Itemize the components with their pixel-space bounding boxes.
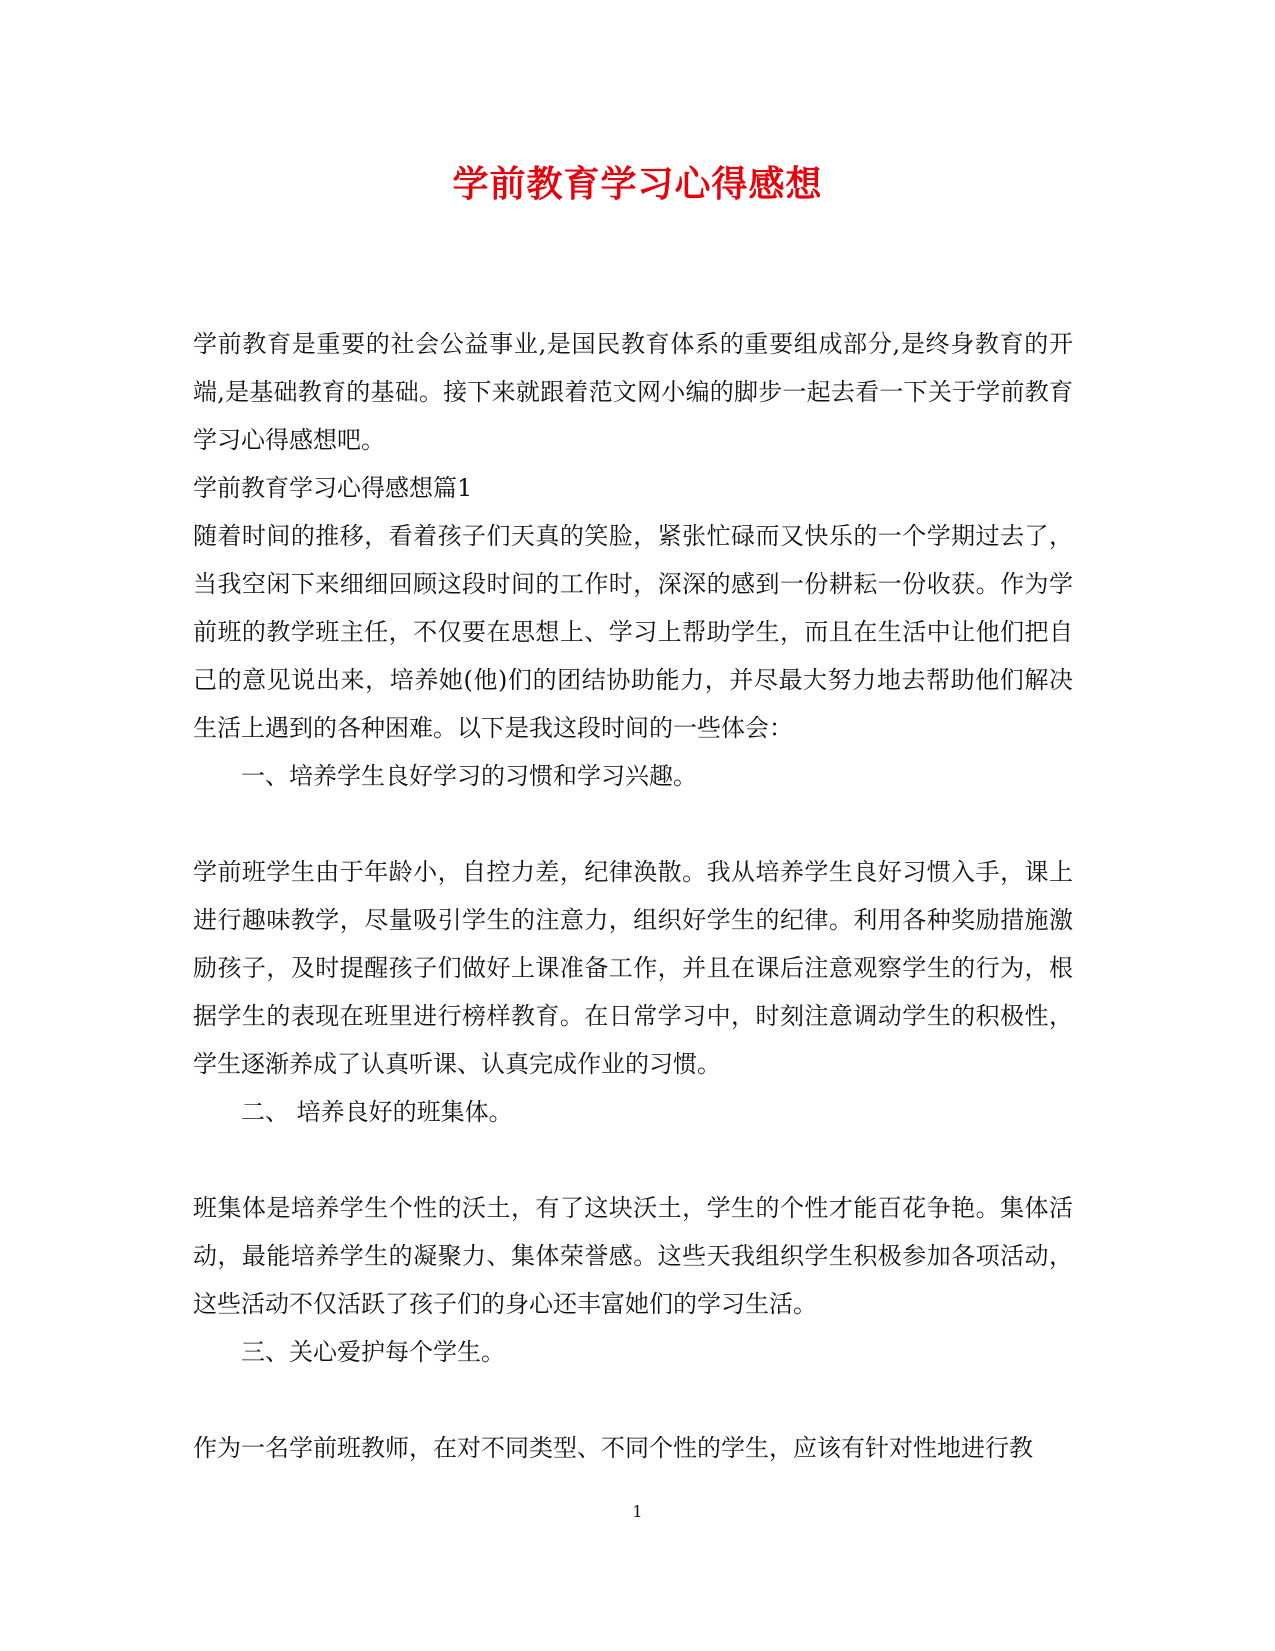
subheading-1: 一、培养学生良好学习的习惯和学习兴趣。 [241,762,697,790]
paragraph: 学前班学生由于年龄小，自控力差，纪律涣散。我从培养学生良好习惯入手，课上进行趣味教学，尽量吸引学生的注意力，组织好学生的纪律。利用各种奖励措施激励孩子，及时提醒孩子们做好上课准备工作，并且在课后注意观察学生的行为，根据学生的表现在班里进行榜样教育。在日常学习中，时刻注意调动学生的积极性，学生逐渐养成了认真听课、认真完成作业的习惯。 [193,858,1073,1078]
page-number: 1 [632,1502,643,1521]
spacer [193,1136,1073,1184]
spacer [193,1376,1073,1424]
document-body [193,320,1073,1472]
spacer [193,800,1073,848]
subheading-3: 三、关心爱护每个学生。 [241,1338,505,1366]
section-heading: 学前教育学习心得感想篇1 [193,474,473,502]
paragraph: 作为一名学前班教师，在对不同类型、不同个性的学生，应该有针对性地进行教 [193,1434,1033,1462]
paragraph: 随着时间的推移，看着孩子们天真的笑脸，紧张忙碌而又快乐的一个学期过去了，当我空闲下来细细回顾这段时间的工作时，深深的感到一份耕耘一份收获。作为学前班的教学班主任，不仅要在思想上、学习上帮助学生，而且在生活中让他们把自己的意见说出来，培养她(他)们的团结协助能力，并尽最大努力地去帮助他们解决生活上遇到的各种困难。以下是我这段时间的一些体会： [193,522,1073,742]
paragraph: 班集体是培养学生个性的沃土，有了这块沃土，学生的个性才能百花争艳。集体活动，最能培养学生的凝聚力、集体荣誉感。这些天我组织学生积极参加各项活动，这些活动不仅活跃了孩子们的身心还丰富她们的学习生活。 [193,1194,1073,1318]
subheading-2: 二、 培养良好的班集体。 [241,1098,513,1126]
document-title: 学前教育学习心得感想 [452,163,823,205]
paragraph-intro: 学前教育是重要的社会公益事业,是国民教育体系的重要组成部分,是终身教育的开端,是基础教育的基础。接下来就跟着范文网小编的脚步一起去看一下关于学前教育学习心得感想吧。 [193,330,1073,454]
